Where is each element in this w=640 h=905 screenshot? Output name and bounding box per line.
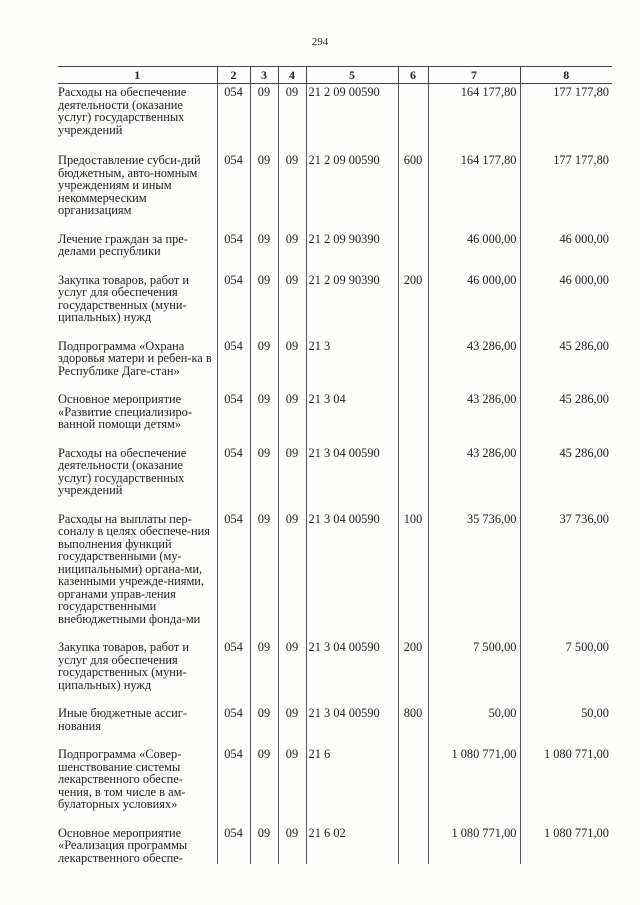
table-row xyxy=(58,641,612,707)
row-name-cell: Закупка товаров, работ и услуг для обеспечения государственных (муни-ципальных) нужд xyxy=(58,640,190,692)
header-col-3: 3 xyxy=(250,67,278,84)
row-section-code: 09 xyxy=(250,447,278,513)
row-target-article: 21 2 09 00590 xyxy=(306,154,398,233)
row-amount-year-1: 164 177,80 xyxy=(428,154,520,233)
row-chapter-code: 054 xyxy=(217,340,250,394)
row-chapter-code: 054 xyxy=(217,84,250,155)
row-expense-type: 100 xyxy=(398,513,428,642)
row-expense-type xyxy=(398,827,428,865)
row-name-cell: Лечение граждан за пре-делами республики xyxy=(58,231,188,258)
row-subsection-code: 09 xyxy=(278,707,306,748)
row-subsection-code: 09 xyxy=(278,447,306,513)
row-chapter-code: 054 xyxy=(217,513,250,642)
row-chapter-code: 054 xyxy=(217,274,250,340)
row-name-cell: Основное мероприятие «Развитие специализиро-ванной помощи детям» xyxy=(58,392,192,431)
row-expense-type: 600 xyxy=(398,154,428,233)
row-target-article: 21 3 04 00590 xyxy=(306,447,398,513)
header-col-5: 5 xyxy=(306,67,398,84)
header-col-7: 7 xyxy=(428,67,520,84)
budget-table xyxy=(58,66,612,864)
row-subsection-code: 09 xyxy=(278,827,306,865)
row-section-code: 09 xyxy=(250,340,278,394)
row-amount-year-1: 43 286,00 xyxy=(428,340,520,394)
row-target-article: 21 2 09 90390 xyxy=(306,233,398,274)
row-subsection-code: 09 xyxy=(278,274,306,340)
table-row xyxy=(58,748,612,827)
row-expense-type xyxy=(398,340,428,394)
row-amount-year-2: 177 177,80 xyxy=(520,154,612,233)
row-expense-type: 800 xyxy=(398,707,428,748)
header-col-1: 1 xyxy=(58,67,217,84)
row-expense-type xyxy=(398,447,428,513)
header-col-2: 2 xyxy=(217,67,250,84)
table-row xyxy=(58,393,612,447)
row-name-cell: Иные бюджетные ассиг-нования xyxy=(58,706,187,733)
row-section-code: 09 xyxy=(250,274,278,340)
table-row xyxy=(58,447,612,513)
row-section-code: 09 xyxy=(250,233,278,274)
row-amount-year-1: 35 736,00 xyxy=(428,513,520,642)
row-target-article: 21 2 09 90390 xyxy=(306,274,398,340)
row-amount-year-2: 45 286,00 xyxy=(520,447,612,513)
row-name-cell: Основное мероприятие «Реализация программы лекарственного обеспе- xyxy=(58,825,188,865)
row-amount-year-1: 164 177,80 xyxy=(428,84,520,155)
row-target-article: 21 3 04 xyxy=(306,393,398,447)
row-subsection-code: 09 xyxy=(278,748,306,827)
row-chapter-code: 054 xyxy=(217,707,250,748)
table-row xyxy=(58,513,612,642)
row-subsection-code: 09 xyxy=(278,233,306,274)
row-expense-type xyxy=(398,748,428,827)
table-row xyxy=(58,84,612,155)
table-row xyxy=(58,233,612,274)
row-target-article: 21 2 09 00590 xyxy=(306,84,398,155)
row-section-code: 09 xyxy=(250,393,278,447)
row-amount-year-2: 1 080 771,00 xyxy=(520,748,612,827)
header-col-8: 8 xyxy=(520,67,612,84)
row-amount-year-2: 1 080 771,00 xyxy=(520,827,612,865)
row-name-cell: Подпрограмма «Охрана здоровья матери и ребен-ка в Республике Даге-стан» xyxy=(58,338,212,378)
row-subsection-code: 09 xyxy=(278,154,306,233)
table-row xyxy=(58,827,612,865)
page-number: 294 xyxy=(311,36,329,48)
row-expense-type: 200 xyxy=(398,641,428,707)
row-amount-year-1: 46 000,00 xyxy=(428,274,520,340)
row-chapter-code: 054 xyxy=(217,827,250,865)
row-name-cell: Подпрограмма «Совер-шенствование системы лекарственного обеспе-чения, в том числе в ам-булаторных условиях» xyxy=(58,747,186,811)
row-amount-year-2: 50,00 xyxy=(520,707,612,748)
row-section-code: 09 xyxy=(250,641,278,707)
table-row xyxy=(58,340,612,394)
row-name-cell: Расходы на обеспечение деятельности (оказание услуг) государственных учреждений xyxy=(58,445,187,497)
row-amount-year-1: 43 286,00 xyxy=(428,393,520,447)
row-subsection-code: 09 xyxy=(278,641,306,707)
header-col-4: 4 xyxy=(278,67,306,84)
row-section-code: 09 xyxy=(250,513,278,642)
header-col-6: 6 xyxy=(398,67,428,84)
row-name-cell: Расходы на обеспечение деятельности (оказание услуг) государственных учреждений xyxy=(58,85,187,137)
row-chapter-code: 054 xyxy=(217,393,250,447)
row-section-code: 09 xyxy=(250,84,278,155)
row-amount-year-2: 45 286,00 xyxy=(520,340,612,394)
row-target-article: 21 3 04 00590 xyxy=(306,513,398,642)
row-chapter-code: 054 xyxy=(217,154,250,233)
row-amount-year-2: 37 736,00 xyxy=(520,513,612,642)
row-amount-year-1: 1 080 771,00 xyxy=(428,748,520,827)
row-name-cell: Расходы на выплаты пер-соналу в целях обеспече-ния выполнения функций государственными (му-ниципальными) органа-ми, казенными учрежде-ниями, органами управ-ления государственными внебюджетными фонда-ми xyxy=(58,511,210,626)
row-amount-year-1: 1 080 771,00 xyxy=(428,827,520,865)
row-amount-year-2: 7 500,00 xyxy=(520,641,612,707)
row-amount-year-1: 43 286,00 xyxy=(428,447,520,513)
row-section-code: 09 xyxy=(250,154,278,233)
table-row xyxy=(58,707,612,748)
row-target-article: 21 6 xyxy=(306,748,398,827)
row-subsection-code: 09 xyxy=(278,513,306,642)
row-target-article: 21 3 04 00590 xyxy=(306,707,398,748)
row-subsection-code: 09 xyxy=(278,340,306,394)
row-section-code: 09 xyxy=(250,748,278,827)
row-expense-type: 200 xyxy=(398,274,428,340)
table-header-row xyxy=(58,67,612,84)
row-target-article: 21 3 xyxy=(306,340,398,394)
row-chapter-code: 054 xyxy=(217,748,250,827)
row-expense-type xyxy=(398,84,428,155)
table-row xyxy=(58,274,612,340)
row-target-article: 21 3 04 00590 xyxy=(306,641,398,707)
table-row xyxy=(58,154,612,233)
row-amount-year-1: 7 500,00 xyxy=(428,641,520,707)
row-chapter-code: 054 xyxy=(217,233,250,274)
row-amount-year-2: 177 177,80 xyxy=(520,84,612,155)
row-expense-type xyxy=(398,233,428,274)
row-subsection-code: 09 xyxy=(278,393,306,447)
row-amount-year-2: 45 286,00 xyxy=(520,393,612,447)
row-amount-year-2: 46 000,00 xyxy=(520,233,612,274)
row-section-code: 09 xyxy=(250,827,278,865)
row-name-cell: Предоставление субси-дий бюджетным, авто-номным учреждениям и иным некоммерческим организациям xyxy=(58,153,201,217)
row-expense-type xyxy=(398,393,428,447)
row-subsection-code: 09 xyxy=(278,84,306,155)
row-target-article: 21 6 02 xyxy=(306,827,398,865)
row-section-code: 09 xyxy=(250,707,278,748)
row-name-cell: Закупка товаров, работ и услуг для обеспечения государственных (муни-ципальных) нужд xyxy=(58,272,190,324)
row-chapter-code: 054 xyxy=(217,447,250,513)
row-amount-year-1: 50,00 xyxy=(428,707,520,748)
row-amount-year-1: 46 000,00 xyxy=(428,233,520,274)
row-amount-year-2: 46 000,00 xyxy=(520,274,612,340)
row-chapter-code: 054 xyxy=(217,641,250,707)
